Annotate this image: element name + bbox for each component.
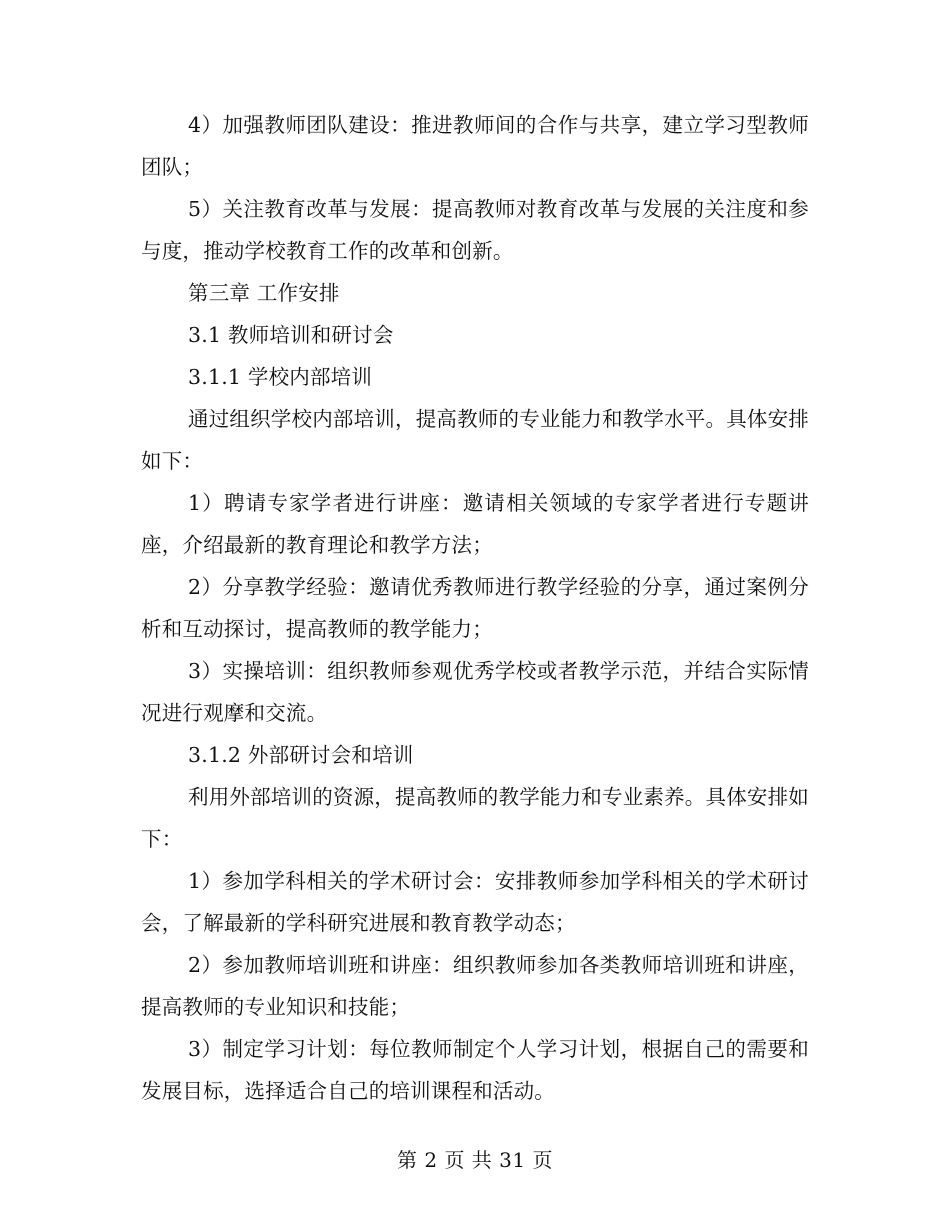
list-item: 1）聘请专家学者进行讲座：邀请相关领域的专家学者进行专题讲座，介绍最新的教育理论和教学方法； [141,491,809,557]
paragraph: 4）加强教师团队建设：推进教师间的合作与共享，建立学习型教师团队； [141,113,809,179]
subsection-heading: 3.1.1 学校内部培训 [188,365,373,389]
paragraph: 利用外部培训的资源，提高教师的教学能力和专业素养。具体安排如下： [141,785,809,851]
paragraph: 5）关注教育改革与发展：提高教师对教育改革与发展的关注度和参与度，推动学校教育工作的改革和创新。 [141,197,809,263]
page-number-footer: 第 2 页 共 31 页 [397,1148,553,1172]
section-heading: 3.1 教师培训和研讨会 [188,323,394,347]
list-item: 2）参加教师培训班和讲座：组织教师参加各类教师培训班和讲座，提高教师的专业知识和技能； [141,953,809,1019]
list-item: 1）参加学科相关的学术研讨会：安排教师参加学科相关的学术研讨会，了解最新的学科研究进展和教育教学动态； [141,869,809,935]
paragraph: 通过组织学校内部培训，提高教师的专业能力和教学水平。具体安排如下： [141,407,809,473]
list-item: 3）实操培训：组织教师参观优秀学校或者教学示范，并结合实际情况进行观摩和交流。 [141,659,809,725]
list-item: 2）分享教学经验：邀请优秀教师进行教学经验的分享，通过案例分析和互动探讨，提高教师的教学能力； [141,575,809,641]
list-item: 3）制定学习计划：每位教师制定个人学习计划，根据自己的需要和发展目标，选择适合自己的培训课程和活动。 [141,1037,809,1103]
document-body [141,104,809,1112]
subsection-heading: 3.1.2 外部研讨会和培训 [188,743,414,767]
chapter-heading: 第三章 工作安排 [188,281,340,305]
